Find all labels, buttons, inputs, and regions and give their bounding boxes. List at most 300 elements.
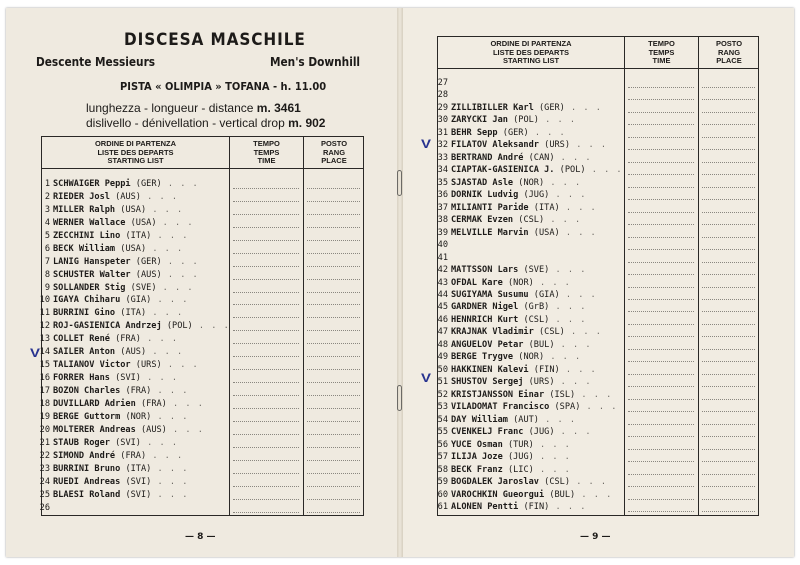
place-cell [702,326,755,337]
country-code: (GIA) [533,289,560,300]
competitor-name: MATTSSON Lars [451,265,519,276]
place-cell [307,282,360,293]
start-number: 5 [44,230,50,241]
list-item [36,333,178,345]
leader-dots: . . . [570,140,608,151]
competitor-name: DORNIK Ludvig [451,190,519,201]
start-number: 58 [437,464,448,475]
time-cell [628,489,694,500]
country-code: (FIN) [533,364,560,375]
list-item [36,463,188,475]
start-number: 35 [437,177,448,188]
start-number: 45 [437,302,448,313]
place-cell [702,189,755,200]
country-code: (LIC) [507,464,534,475]
start-number: 15 [39,360,50,371]
place-cell [307,230,360,241]
list-item [434,277,571,289]
leader-dots: . . . [549,501,587,512]
header-time-it: TEMPO [648,39,675,48]
country-code: (SVI) [115,437,141,448]
country-code: (CAN) [528,152,555,163]
start-number: 26 [39,502,50,513]
list-item [434,227,597,239]
time-cell [233,307,299,318]
country-code: (FIN) [523,501,550,512]
list-item [36,424,204,436]
list-item [434,77,451,89]
competitor-name: SCHUSTER Walter [53,269,131,280]
place-cell [702,252,755,263]
leader-dots: . . . [564,327,602,338]
start-number: 37 [437,202,448,213]
start-number: 53 [437,402,448,413]
place-cell [307,307,360,318]
place-cell [307,489,360,500]
length-value: m. 3461 [256,101,301,115]
time-cell [628,401,694,412]
time-cell [233,230,299,241]
country-code: (TUR) [507,439,534,450]
competitor-name: MILLER Ralph [53,204,116,215]
handwritten-check-mark: V [421,137,432,152]
start-number: 25 [39,489,50,500]
competitor-name: OFDAL Kare [451,277,503,288]
list-item [36,489,188,501]
list-item [434,389,612,401]
competitor-name: BOGDALEK Jaroslav [451,477,539,488]
right-table-divider-1 [624,36,625,516]
country-code: (BUL) [528,339,555,350]
place-cell [307,294,360,305]
start-number: 17 [39,386,50,397]
list-item [36,437,178,449]
competitor-name: TALIANOV Victor [53,360,131,371]
drop-label: dislivello - dénivellation - vertical drop [86,116,285,130]
start-number: 42 [437,265,448,276]
right-header-order [438,40,624,66]
list-item [434,464,571,476]
country-code: (ITA) [533,202,560,213]
start-number: 31 [437,127,448,138]
time-cell [233,411,299,422]
competitor-name: CERMAK Evzen [451,215,514,226]
leader-dots: . . . [146,450,184,461]
country-code: (ISL) [549,389,576,400]
start-number: 13 [39,334,50,345]
country-code: (AUT) [513,414,539,425]
competitor-name: SOLLANDER Stig [53,282,126,293]
list-item [434,289,597,301]
country-code: (GrB) [523,302,550,313]
start-number: 33 [437,152,448,163]
list-item [36,346,183,358]
leader-dots: . . . [533,439,571,450]
competitor-name: ZARYCKI Jan [451,115,508,126]
start-number: 48 [437,339,448,350]
place-cell [702,202,755,213]
country-code: (SVI) [115,373,141,384]
place-cell [307,243,360,254]
country-code: (JUG) [528,427,555,438]
place-cell [702,127,755,138]
time-cell [628,439,694,450]
start-number: 19 [39,411,50,422]
time-cell [233,243,299,254]
competitor-name: ZECCHINI Lino [53,230,121,241]
right-header-time [625,40,698,66]
place-cell [702,439,755,450]
start-number: 46 [437,314,448,325]
time-cell [233,269,299,280]
place-cell [702,364,755,375]
time-cell [233,385,299,396]
subtitle-french: Descente Messieurs [36,55,156,69]
leader-dots: . . . [544,177,582,188]
place-cell [702,227,755,238]
country-code: (FRA) [115,334,141,345]
competitor-name: ALONEN Pentti [451,501,519,512]
time-cell [628,177,694,188]
list-item [434,177,581,189]
leader-dots: . . . [146,243,184,254]
competitor-name: DAY William [451,414,508,425]
time-cell [233,502,299,513]
competitor-name: MILIANTI Paride [451,202,529,213]
time-cell [628,77,694,88]
leader-dots: . . . [146,347,184,358]
start-number: 1 [44,179,50,189]
list-item [36,178,199,190]
competitor-name: HAKKINEN Kalevi [451,364,529,375]
header-order-fr: LISTE DES DEPARTS [492,47,570,57]
place-cell [702,277,755,288]
country-code: (POL) [166,321,193,332]
country-code: (CSL) [538,327,565,338]
competitor-name: BERGE Guttorm [53,411,121,422]
list-item [36,411,188,423]
competitor-name: VAROCHKIN Gueorgui [451,489,545,500]
list-item [434,139,607,151]
start-number: 7 [44,256,50,267]
place-cell [307,372,360,383]
competitor-name: SIMOND André [53,450,116,461]
place-cell [702,389,755,400]
subtitle-english: Men's Downhill [270,55,361,69]
leader-dots: . . . [140,334,179,345]
country-code: (GER) [538,102,565,113]
competitor-name: DUVILLARD Adrien [53,398,136,409]
time-cell [233,191,299,202]
time-cell [628,389,694,400]
left-table-divider-2 [303,136,304,516]
start-number: 34 [437,165,448,176]
country-code: (USA) [130,217,157,228]
start-number: 54 [437,414,448,425]
leader-dots: . . . [533,464,571,475]
length-label: lunghezza - longueur - distance [86,101,254,115]
country-code: (POL) [559,165,586,176]
place-cell [702,314,755,325]
list-item [434,489,612,501]
header-time-fr: TEMPS [253,147,280,157]
list-item [36,476,188,488]
competitor-name: SAILER Anton [53,347,116,358]
time-cell [628,451,694,462]
list-item [434,476,607,488]
handwritten-check-mark: V [421,371,432,386]
place-cell [702,114,755,125]
competitor-name: WERNER Wallace [53,217,126,228]
competitor-name: ILIJA Joze [451,452,503,463]
time-cell [628,227,694,238]
leader-dots: . . . [559,202,597,213]
list-item [434,189,586,201]
leader-dots: . . . [166,424,204,435]
time-cell [233,463,299,474]
list-item [434,127,566,139]
time-cell [233,450,299,461]
place-cell [702,339,755,350]
list-item [434,102,602,114]
place-cell [307,476,360,487]
staple-top [397,170,402,196]
list-item [434,376,592,388]
header-place-it: POSTO [320,139,348,148]
drop-value: m. 902 [288,116,326,130]
competitor-name: BOZON Charles [53,386,121,397]
place-cell [702,139,755,150]
place-cell [307,359,360,370]
left-header-order [42,140,229,166]
list-item [434,252,451,264]
list-item [36,372,178,384]
country-code: (NOR) [518,352,545,363]
place-cell [702,289,755,300]
country-code: (USA) [533,227,560,238]
competitor-name: SUGIYAMA Susumu [451,289,529,300]
competitor-name: FILATOV Aleksandr [451,140,539,151]
list-item [434,264,586,276]
course-info: PISTA « OLIMPIA » TOFANA - h. 11.00 [120,80,327,93]
time-cell [628,501,694,512]
place-cell [702,414,755,425]
list-item [36,294,188,306]
competitor-name: ZILLIBILLER Karl [451,102,534,113]
page-number-right: — 9 — [580,532,611,542]
leader-dots: . . . [549,302,587,313]
start-number: 4 [44,217,50,228]
place-cell [307,463,360,474]
leader-dots: . . . [559,289,597,300]
country-code: (NOR) [518,177,545,188]
place-cell [307,502,360,513]
country-code: (POL) [513,115,539,126]
time-cell [233,333,299,344]
leader-dots: . . . [549,265,587,276]
header-time-fr: TEMPS [648,47,675,57]
start-number: 36 [437,190,448,201]
time-cell [628,239,694,250]
country-code: (GER) [502,127,529,138]
leader-dots: . . . [564,102,602,113]
list-item [36,359,199,371]
country-code: (CSL) [544,477,571,488]
competitor-name: BURRINI Gino [53,308,116,319]
start-number: 43 [437,277,448,288]
time-cell [233,282,299,293]
leader-dots: . . . [528,127,566,138]
start-number: 59 [437,477,448,488]
leader-dots: . . . [151,230,189,241]
header-place-en: PLACE [321,156,347,166]
country-code: (SVE) [130,282,157,293]
place-cell [702,239,755,250]
competitor-name: BECK Franz [451,464,503,475]
list-item [434,239,451,251]
time-cell [233,398,299,409]
place-cell [702,376,755,387]
start-number: 27 [437,78,448,88]
leader-dots: . . . [161,360,199,371]
list-item [36,502,53,514]
header-order-it: ORDINE DI PARTENZA [94,139,177,148]
time-cell [628,164,694,175]
list-item [434,214,581,226]
time-cell [628,464,694,475]
competitor-name: SHUSTOV Sergej [451,377,524,388]
country-code: (AUS) [120,347,147,358]
page-title: DISCESA MASCHILE [124,30,306,50]
start-number: 28 [437,90,448,101]
competitor-name: BERTRAND André [451,152,524,163]
time-cell [628,139,694,150]
competitor-name: BEHR Sepp [451,127,498,138]
leader-dots: . . . [533,277,571,288]
competitor-name: RIEDER Josl [53,191,110,202]
competitor-name: ROJ-GASIENICA Andrzej [53,321,162,332]
country-code: (JUG) [523,190,550,201]
leader-dots: . . . [192,321,230,332]
competitor-name: HENNRICH Kurt [451,314,519,325]
competitor-name: BECK William [53,243,116,254]
start-number: 21 [39,437,50,448]
start-number: 39 [437,227,448,238]
time-cell [628,351,694,362]
competitor-name: IGAYA Chiharu [53,295,121,306]
list-item [434,501,586,513]
country-code: (USA) [120,204,147,215]
place-cell [702,401,755,412]
list-item [434,364,597,376]
start-number: 52 [437,389,448,400]
country-code: (USA) [120,243,147,254]
drop-line [86,116,325,130]
list-item [36,450,183,462]
competitor-name: KRISTJANSSON Einar [451,389,545,400]
time-cell [233,294,299,305]
time-cell [628,89,694,100]
place-cell [307,320,360,331]
list-item [36,217,194,229]
time-cell [233,359,299,370]
country-code: (ITA) [120,308,147,319]
start-number: 30 [437,115,448,126]
header-place-fr: RANG [322,147,346,157]
start-number: 32 [437,140,448,151]
time-cell [628,326,694,337]
list-item [434,426,592,438]
leader-dots: . . . [580,402,618,413]
handwritten-check-mark: V [30,346,41,361]
time-cell [628,264,694,275]
leader-dots: . . . [140,191,179,202]
leader-dots: . . . [538,414,577,425]
place-cell [702,164,755,175]
start-number: 14 [39,347,50,358]
start-number: 49 [437,352,448,363]
leader-dots: . . . [549,190,587,201]
leader-dots: . . . [151,463,189,474]
time-cell [628,202,694,213]
country-code: (NOR) [507,277,534,288]
time-cell [233,346,299,357]
start-number: 41 [437,252,448,263]
start-number: 23 [39,463,50,474]
country-code: (JUG) [507,452,534,463]
time-cell [628,114,694,125]
place-cell [307,346,360,357]
place-cell [307,256,360,267]
country-code: (FRA) [125,386,152,397]
header-order-en: STARTING LIST [502,56,560,66]
time-cell [628,127,694,138]
start-number: 22 [39,450,50,461]
country-code: (SPA) [554,402,581,413]
place-cell [702,464,755,475]
time-cell [628,314,694,325]
country-code: (FRA) [120,450,147,461]
start-number: 60 [437,489,448,500]
place-cell [702,501,755,512]
competitor-name: GARDNER Nigel [451,302,519,313]
leader-dots: . . . [146,204,184,215]
start-number: 38 [437,215,448,226]
start-number: 61 [437,501,448,512]
start-number: 10 [39,295,50,306]
left-header-place [304,140,364,166]
place-cell [307,385,360,396]
header-order-en: STARTING LIST [107,156,164,166]
start-number: 47 [437,327,448,338]
place-cell [307,437,360,448]
competitor-name: MELVILLE Marvin [451,227,529,238]
list-item [434,314,586,326]
time-cell [628,476,694,487]
leader-dots: . . . [151,386,189,397]
time-cell [628,277,694,288]
leader-dots: . . . [559,227,597,238]
competitor-name: MOLTERER Andreas [53,424,136,435]
start-number: 2 [44,191,50,202]
leader-dots: . . . [549,314,587,325]
competitor-name: SCHWAIGER Peppi [53,179,131,189]
leader-dots: . . . [544,352,582,363]
start-number: 50 [437,364,448,375]
leader-dots: . . . [156,217,194,228]
country-code: (URS) [544,140,571,151]
list-item [434,114,576,126]
